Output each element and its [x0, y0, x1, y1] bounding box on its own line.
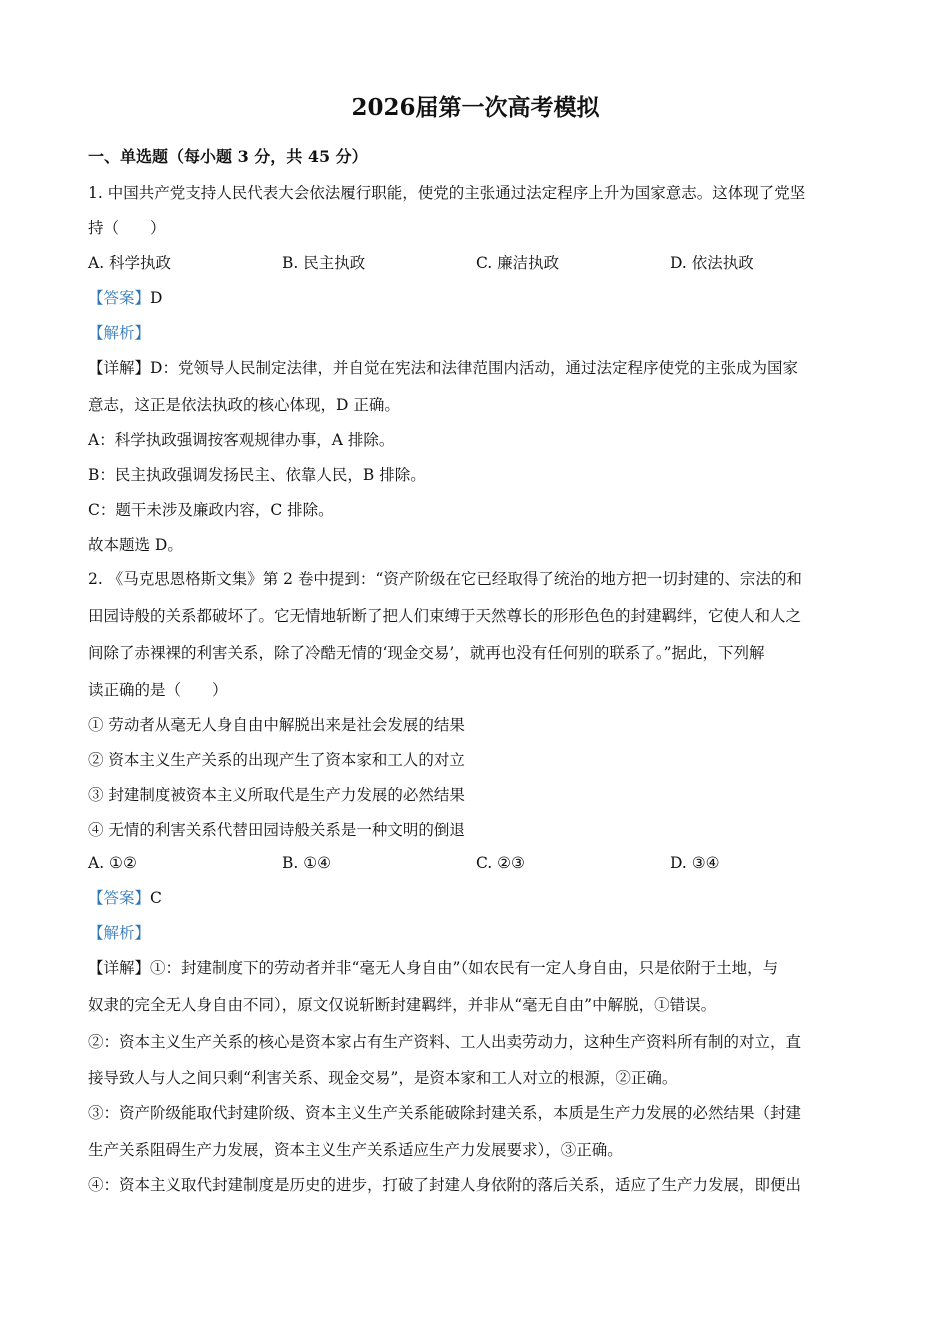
- q1-detail-line2: 意志，这正是依法执政的核心体现，D 正确。: [88, 396, 400, 414]
- q2-option-a: A. ①②: [88, 854, 137, 872]
- q2-statement-3: ③ 封建制度被资本主义所取代是生产力发展的必然结果: [88, 786, 465, 804]
- q2-stem-line3: 间除了赤裸裸的利害关系，除了冷酷无情的‘现金交易’，就再也没有任何别的联系了。”据此，下列解: [88, 644, 765, 662]
- q2-detail-1-line2: 奴隶的完全无人身自由不同），原文仅说斩断封建羁绊，并非从“毫无自由”中解脱，①错误。: [88, 996, 717, 1014]
- q2-detail-label: 【详解】: [88, 959, 151, 977]
- q2-statement-4: ④ 无情的利害关系代替田园诗般关系是一种文明的倒退: [88, 821, 465, 839]
- q1-explain-b: B：民主执政强调发扬民主、依靠人民，B 排除。: [88, 466, 426, 484]
- q2-analysis-label: 【解析】: [88, 924, 151, 942]
- q1-detail-label: 【详解】: [88, 359, 151, 377]
- q1-option-a: A. 科学执政: [88, 254, 172, 272]
- q1-stem-line1: 1. 中国共产党支持人民代表大会依法履行职能，使党的主张通过法定程序上升为国家意志。这体现了党坚: [88, 184, 806, 202]
- q1-answer: [88, 288, 162, 308]
- page-title: 2026届第一次高考模拟: [351, 94, 600, 121]
- q2-stem-line2: 田园诗般的关系都破坏了。它无情地斩断了把人们束缚于天然尊长的形形色色的封建羁绊，它使人和人之: [88, 607, 802, 625]
- q1-analysis-label: 【解析】: [88, 324, 151, 342]
- q2-detail-1-text: ①：封建制度下的劳动者并非“毫无人身自由”（如农民有一定人身自由，只是依附于土地，与: [150, 959, 779, 977]
- q2-detail-2-line1: ②：资本主义生产关系的核心是资本家占有生产资料、工人出卖劳动力，这种生产资料所有制的对立，直: [88, 1033, 802, 1051]
- q2-detail-1-line1: [88, 958, 778, 978]
- q1-conclusion: 故本题选 D。: [88, 536, 183, 554]
- q2-detail-3-line2: 生产关系阻碍生产力发展，资本主义生产关系适应生产力发展要求），③正确。: [88, 1141, 623, 1159]
- q1-explain-c: C：题干未涉及廉政内容，C 排除。: [88, 501, 334, 519]
- q2-option-b: B. ①④: [282, 854, 332, 872]
- q2-answer-label: 【答案】: [88, 889, 151, 907]
- q2-detail-2-line2: 接导致人与人之间只剩“利害关系、现金交易”，是资本家和工人对立的根源，②正确。: [88, 1069, 678, 1087]
- section-heading: 一、单选题（每小题 3 分，共 45 分）: [88, 147, 368, 166]
- q2-detail-3-line1: ③：资产阶级能取代封建阶级、资本主义生产关系能破除封建关系，本质是生产力发展的必然结果（封建: [88, 1104, 802, 1122]
- q1-stem-line2: 持（ ）: [88, 219, 166, 237]
- q1-option-d: D. 依法执政: [670, 254, 754, 272]
- q1-answer-value: D: [150, 289, 163, 307]
- q2-answer-value: C: [150, 889, 162, 907]
- q1-detail-text: D：党领导人民制定法律，并自觉在宪法和法律范围内活动，通过法定程序使党的主张成为国家: [150, 359, 798, 377]
- q1-answer-label: 【答案】: [88, 289, 151, 307]
- q2-statement-2: ② 资本主义生产关系的出现产生了资本家和工人的对立: [88, 751, 465, 769]
- q2-stem-line1: 2. 《马克思恩格斯文集》第 2 卷中提到：“资产阶级在它已经取得了统治的地方把一切封建的、宗法的和: [88, 570, 802, 588]
- q2-stem-line4: 读正确的是（ ）: [88, 681, 228, 699]
- q2-statement-1: ① 劳动者从毫无人身自由中解脱出来是社会发展的结果: [88, 716, 465, 734]
- q2-answer: [88, 888, 162, 908]
- q1-detail-line1: [88, 358, 798, 378]
- q2-detail-4-line1: ④：资本主义取代封建制度是历史的进步，打破了封建人身依附的落后关系，适应了生产力发展，即便出: [88, 1176, 802, 1194]
- q1-explain-a: A：科学执政强调按客观规律办事，A 排除。: [88, 431, 395, 449]
- q1-option-b: B. 民主执政: [282, 254, 366, 272]
- q1-option-c: C. 廉洁执政: [476, 254, 560, 272]
- q2-option-c: C. ②③: [476, 854, 525, 872]
- q2-option-d: D. ③④: [670, 854, 720, 872]
